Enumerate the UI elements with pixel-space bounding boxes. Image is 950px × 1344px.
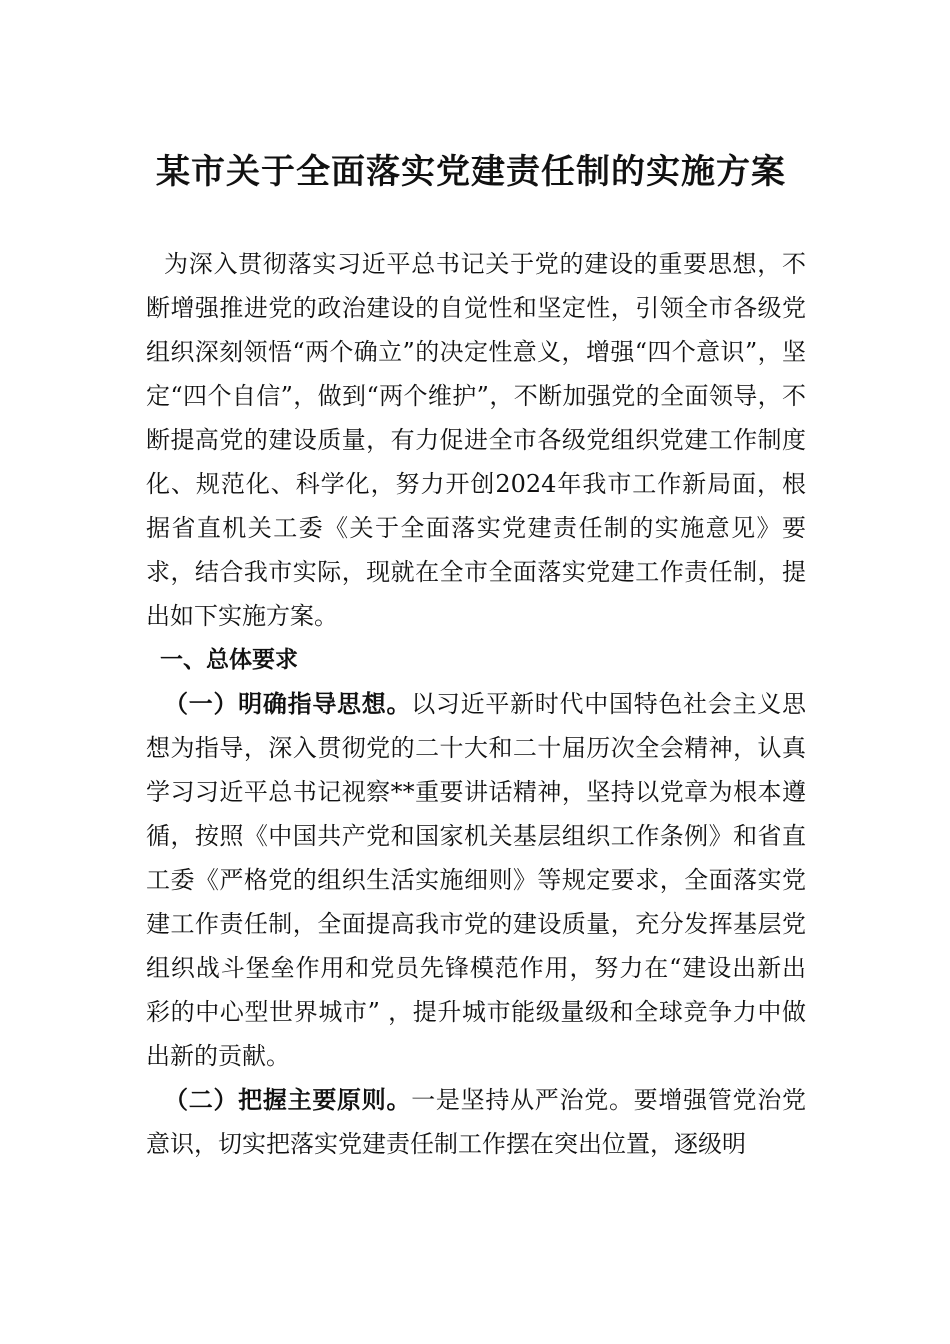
item-guiding-ideology-body: 以习近平新时代中国特色社会主义思想为指导，深入贯彻党的二十大和二十届历次全会精神，认真学习习近平总书记视察**重要讲话精神，坚持以党章为根本遵循，按照《中国共产党和国家机关基层组织工作条例》和省直工委《严格党的组织生活实施细则》等规定要求，全面落实党建工作责任制，全面提高我市党的建设质量，充分发挥基层党组织战斗堡垒作用和党员先锋模范作用，努力在“建设出新出彩的中心型世界城市” ，提升城市能级量级和全球竞争力中做出新的贡献。 (146, 690, 807, 1070)
item-main-principles-lead: （二）把握主要原则。 (164, 1085, 412, 1114)
item-main-principles-body: 一是坚持从严治党。要增强管党治党意识，切实把落实党建责任制工作摆在突出位置，逐级明 (146, 1086, 807, 1158)
section-heading-overall-requirements: 一、总体要求 (160, 647, 298, 673)
intro-paragraph: 为深入贯彻落实习近平总书记关于党的建设的重要思想，不断增强推进党的政治建设的自觉性和坚定性，引领全市各级党组织深刻领悟“两个确立”的决定性意义，增强“四个意识”，坚定“四个自信”，做到“两个维护”，不断加强党的全面领导，不断提高党的建设质量，有力促进全市各级党组织党建工作制度化、规范化、科学化，努力开创2024年我市工作新局面，根据省直机关工委《关于全面落实党建责任制的实施意见》要求，结合我市实际，现就在全市全面落实党建工作责任制，提出如下实施方案。 (146, 250, 806, 630)
item-main-principles (146, 1078, 806, 1166)
document-page (146, 150, 806, 1166)
document-title: 某市关于全面落实党建责任制的实施方案 (156, 152, 786, 192)
item-guiding-ideology-lead: （一）明确指导思想。 (164, 689, 412, 718)
item-guiding-ideology (146, 682, 806, 1078)
